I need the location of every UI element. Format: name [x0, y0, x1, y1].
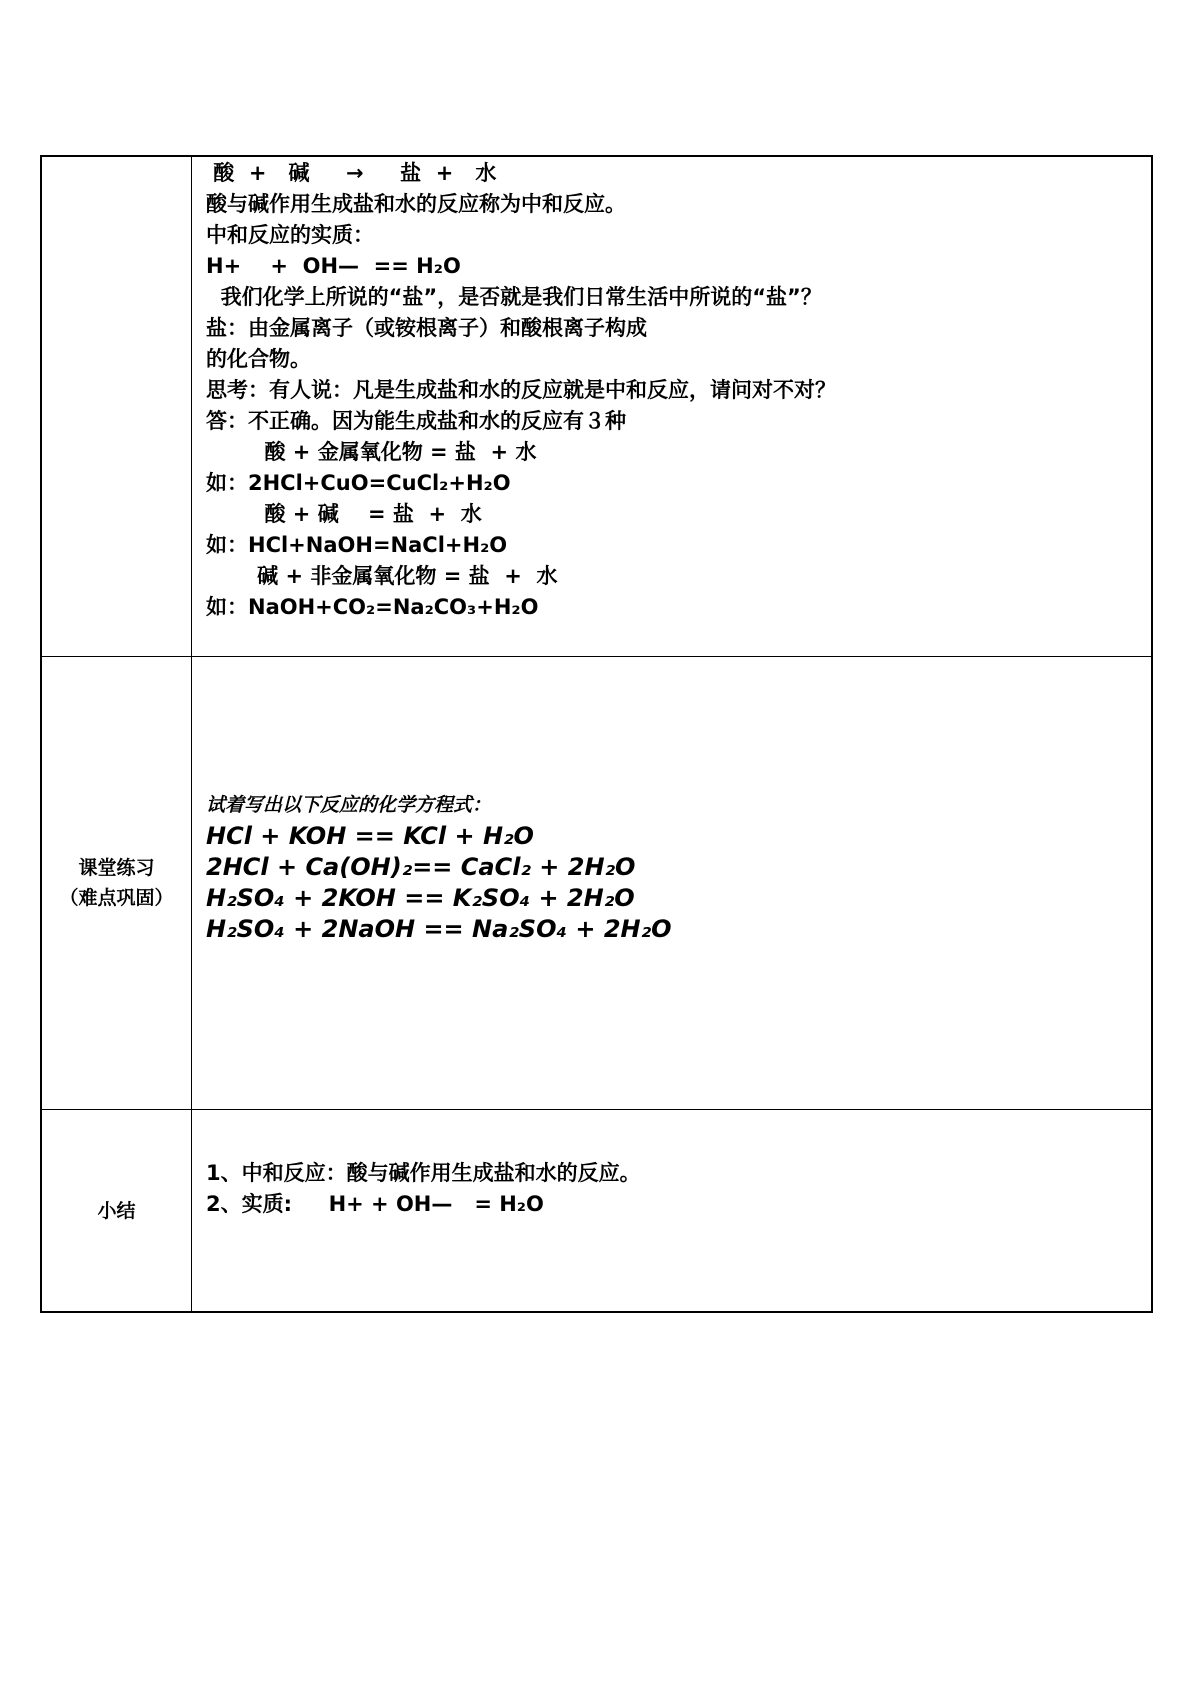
- essence-heading: 中和反应的实质：: [206, 223, 374, 247]
- table-row-practice: [42, 657, 1151, 1110]
- practice-label: 课堂练习: [78, 857, 155, 879]
- content-neutralization: [192, 157, 1151, 656]
- rule-acid-metal-oxide: 酸 + 金属氧化物 = 盐 + 水: [206, 440, 537, 464]
- summary-item-2: 2、实质: H+ + OH— = H₂O: [206, 1192, 544, 1216]
- summary-label: 小结: [97, 1199, 136, 1222]
- practice-prompt: 试着写出以下反应的化学方程式：: [206, 794, 492, 816]
- content-summary: [192, 1110, 1151, 1311]
- rule-acid-base: 酸 + 碱 = 盐 + 水: [206, 502, 482, 526]
- summary-item-1: 1、中和反应：酸与碱作用生成盐和水的反应。: [206, 1161, 641, 1185]
- row-label-practice: [42, 657, 192, 1109]
- salt-definition-cont: 的化合物。: [206, 347, 311, 371]
- definition-neutralization: 酸与碱作用生成盐和水的反应称为中和反应。: [206, 192, 626, 216]
- example-naoh-co2: 如：NaOH+CO₂=Na₂CO₃+H₂O: [206, 595, 539, 619]
- ionic-equation: H+ + OH— == H₂O: [206, 254, 461, 278]
- equation-h2so4-koh: H₂SO₄ + 2KOH == K₂SO₄ + 2H₂O: [206, 884, 635, 912]
- equation-hcl-koh: HCl + KOH == KCl + H₂O: [206, 822, 534, 850]
- content-practice: [192, 657, 1151, 1109]
- equation-hcl-caoh2: 2HCl + Ca(OH)₂== CaCl₂ + 2H₂O: [206, 853, 636, 881]
- think-question: 思考：有人说：凡是生成盐和水的反应就是中和反应，请问对不对？: [206, 378, 836, 402]
- rule-base-nonmetal-oxide: 碱 + 非金属氧化物 = 盐 + 水: [206, 564, 558, 588]
- row-label-empty: [42, 157, 192, 656]
- row-label-summary: [42, 1110, 192, 1311]
- equation-acid-base-salt-water: 酸 + 碱 → 盐 + 水: [206, 161, 497, 185]
- salt-definition: 盐：由金属离子（或铵根离子）和酸根离子构成: [206, 316, 647, 340]
- example-hcl-cuo: 如：2HCl+CuO=CuCl₂+H₂O: [206, 471, 511, 495]
- table-row-neutralization: [42, 157, 1151, 657]
- example-hcl-naoh: 如：HCl+NaOH=NaCl+H₂O: [206, 533, 508, 557]
- answer-line: 答：不正确。因为能生成盐和水的反应有３种: [206, 409, 626, 433]
- salt-question: 我们化学上所说的“盐”，是否就是我们日常生活中所说的“盐”？: [206, 285, 822, 309]
- practice-sublabel: （难点巩固）: [59, 887, 174, 909]
- lesson-table: [40, 155, 1153, 1313]
- table-row-summary: [42, 1110, 1151, 1311]
- equation-h2so4-naoh: H₂SO₄ + 2NaOH == Na₂SO₄ + 2H₂O: [206, 915, 672, 943]
